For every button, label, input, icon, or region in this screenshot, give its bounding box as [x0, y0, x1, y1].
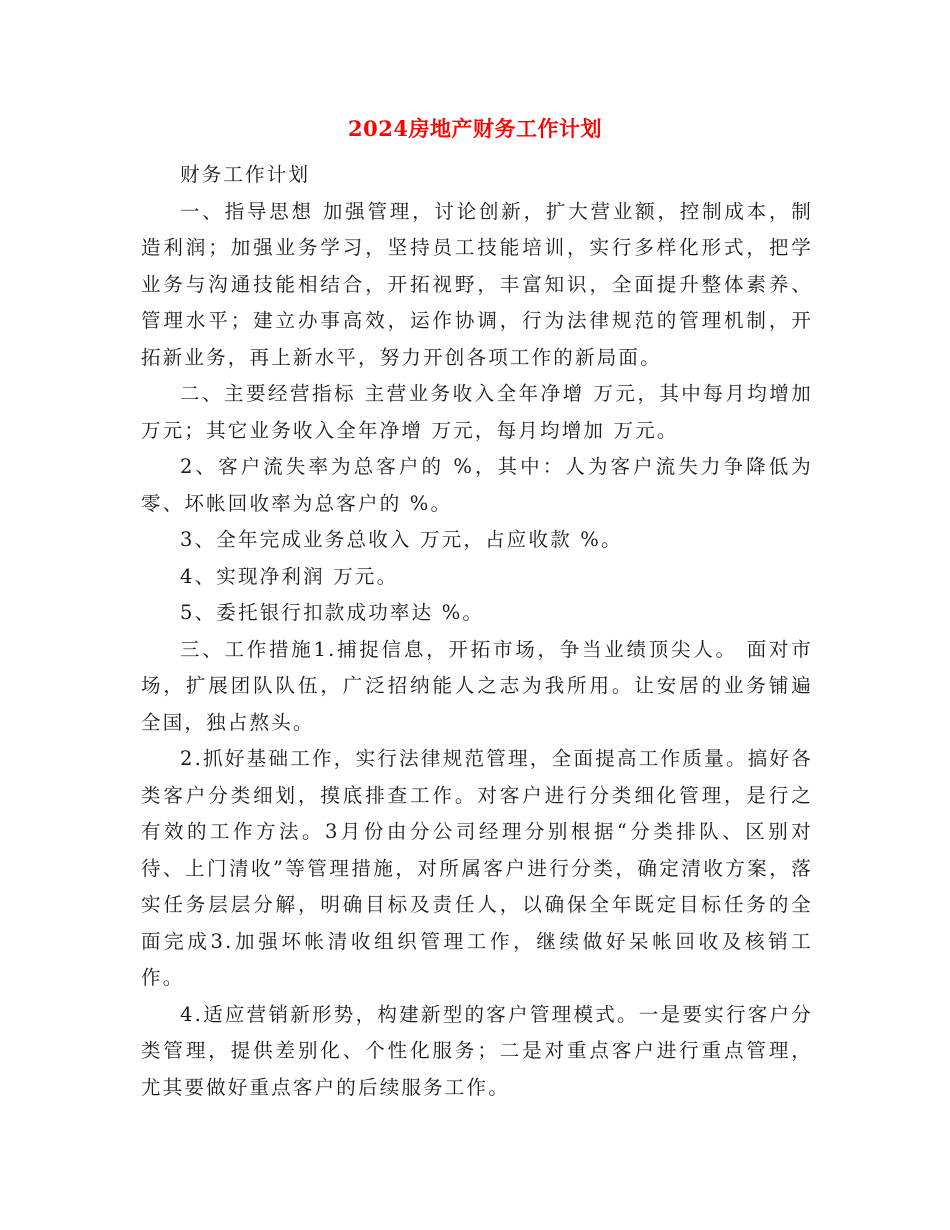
paragraph-measures-2: 2.抓好基础工作，实行法律规范管理，全面提高工作质量。搞好各类客户分类细划，摸底排查工作。对客户进行分类细化管理，是行之有效的工作方法。3月份由分公司经理分别根据“分类排队、区别对待、上门清收”等管理措施，对所属客户进行分类，确定清收方案，落实任务层层分解，明确目标及责任人，以确保全年既定目标任务的全面完成3.加强坏帐清收组织管理工作，继续做好呆帐回收及核销工作。	[141, 747, 813, 989]
document-body	[141, 157, 813, 1106]
paragraph-indicator-2: 2、客户流失率为总客户的 %，其中：人为客户流失力争降低为零、坏帐回收率为总客户的 %。	[141, 455, 813, 515]
paragraph-measures-4: 4.适应营销新形势，构建新型的客户管理模式。一是要实行客户分类管理，提供差别化、个性化服务；二是对重点客户进行重点管理，尤其要做好重点客户的后续服务工作。	[141, 1002, 813, 1099]
paragraph-guiding-ideology: 一、指导思想 加强管理，讨论创新，扩大营业额，控制成本，制造利润；加强业务学习，坚持员工技能培训，实行多样化形式，把学业务与沟通技能相结合，开拓视野，丰富知识，全面提升整体素养、管理水平；建立办事高效，运作协调，行为法律规范的管理机制，开拓新业务，再上新水平，努力开创各项工作的新局面。	[141, 199, 813, 369]
paragraph-indicator-4: 4、实现净利润 万元。	[180, 564, 399, 588]
paragraph-indicator-3: 3、全年完成业务总收入 万元，占应收款 %。	[180, 528, 623, 551]
paragraph-measures-1: 三、工作措施1.捕捉信息，开拓市场，争当业绩顶尖人。 面对市场，扩展团队队伍，广泛招纳能人之志为我所用。让安居的业务铺遍全国，独占熬头。	[141, 637, 813, 734]
section-heading: 财务工作计划	[180, 163, 311, 186]
paragraph-main-indicators: 二、主要经营指标 主营业务收入全年净增 万元，其中每月均增加 万元；其它业务收入全年净增 万元，每月均增加 万元。	[141, 382, 813, 442]
paragraph-indicator-5: 5、委托银行扣款成功率达 %。	[180, 601, 485, 624]
document-title: 2024房地产财务工作计划	[348, 116, 602, 141]
